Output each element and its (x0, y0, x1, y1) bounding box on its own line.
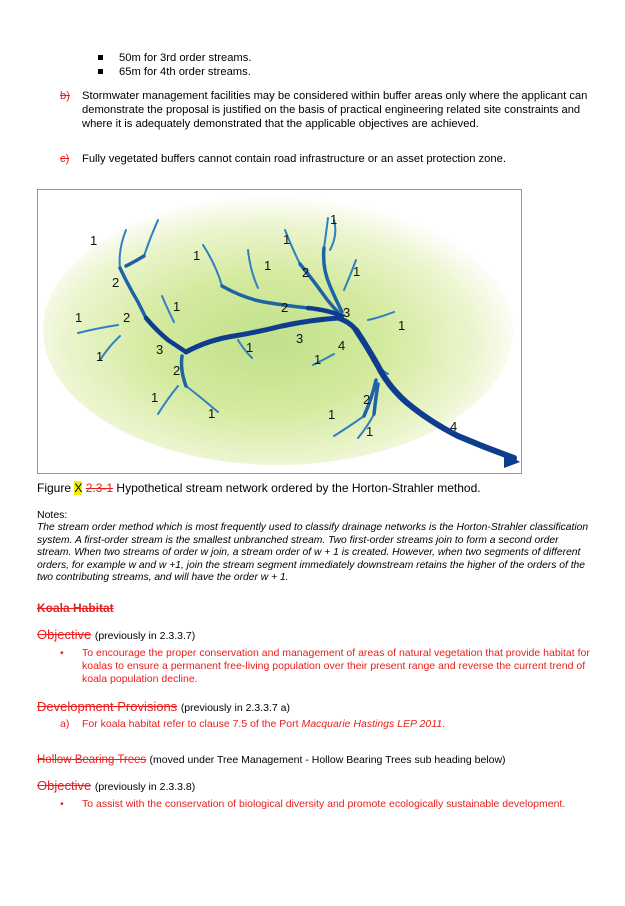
stream-label: 2 (123, 310, 131, 325)
caption-struck-number: 2.3-1 (85, 481, 114, 495)
koala-habitat-heading: Koala Habitat (37, 601, 114, 615)
stream-network-diagram (38, 190, 521, 473)
stream-label: 1 (264, 258, 272, 273)
stream-label: 1 (173, 299, 181, 314)
bullet-icon: • (60, 647, 64, 659)
stream-label: 1 (246, 340, 254, 355)
notes-title: Notes: (37, 509, 68, 521)
hollow-objective-heading: Objective (previously in 2.3.3.8) (37, 778, 196, 793)
stream-label: 3 (156, 342, 164, 357)
figure-caption: Figure X 2.3-1 Hypothetical stream network ordered by the Horton-Strahler method. (37, 481, 481, 495)
stream-label: 4 (450, 419, 458, 434)
stream-label: 1 (366, 424, 374, 439)
clause-text: Fully vegetated buffers cannot contain road infrastructure or an asset protection zone. (82, 153, 506, 165)
caption-highlight: X (74, 481, 83, 495)
stream-label: 1 (314, 352, 322, 367)
stream-label: 1 (283, 232, 291, 247)
hollow-trees-heading: Hollow Bearing Trees (moved under Tree Management - Hollow Bearing Trees sub heading below) (37, 754, 506, 766)
stream-label: 1 (330, 212, 338, 227)
stream-network-figure (37, 189, 522, 474)
bullet-icon: • (60, 798, 64, 810)
stream-label: 1 (90, 233, 98, 248)
clause-text: Stormwater management facilities may be considered within buffer areas only where the applicant can demonstrate the proposal is justified on the basis of practical engineering related site constraints and where it is adequately demonstrated that the applicable objectives are achieved. (82, 90, 588, 130)
stream-label: 1 (151, 390, 159, 405)
clause-marker: b) (60, 90, 70, 102)
notes-body: The stream order method which is most frequently used to classify drainage networks is the Horton-Strahler classification system. A first-order stream is the smallest unbranched stream. Two first-order streams join to form a second order stream. When two streams of order w join, a stream order of w + 1 is created. However, when two segments of different orders, for example w and w +1, join the stream segment immediately downstream retains the higher of the orders of the two contributing streams, and will have the order w + 1. (37, 522, 589, 584)
stream-label: 1 (353, 264, 361, 279)
stream-label: 2 (363, 392, 371, 407)
stream-label: 1 (96, 349, 104, 364)
clause-marker: c) (60, 153, 70, 165)
stream-label: 1 (193, 248, 201, 263)
stream-label: 2 (281, 300, 289, 315)
stream-label: 1 (328, 407, 336, 422)
stream-label: 2 (173, 363, 181, 378)
square-bullet-icon (98, 69, 103, 74)
stream-label: 1 (75, 310, 83, 325)
stream-label: 1 (398, 318, 406, 333)
stream-label: 3 (343, 305, 351, 320)
koala-objective-heading: Objective (previously in 2.3.3.7) (37, 627, 196, 642)
koala-dev-provisions-heading: Development Provisions (previously in 2.3.3.7 a) (37, 699, 290, 714)
stream-label: 4 (338, 338, 346, 353)
stream-label: 3 (296, 331, 304, 346)
stream-label: 2 (112, 275, 120, 290)
stream-label: 1 (208, 406, 216, 421)
square-bullet-icon (98, 55, 103, 60)
stream-label: 2 (302, 265, 310, 280)
